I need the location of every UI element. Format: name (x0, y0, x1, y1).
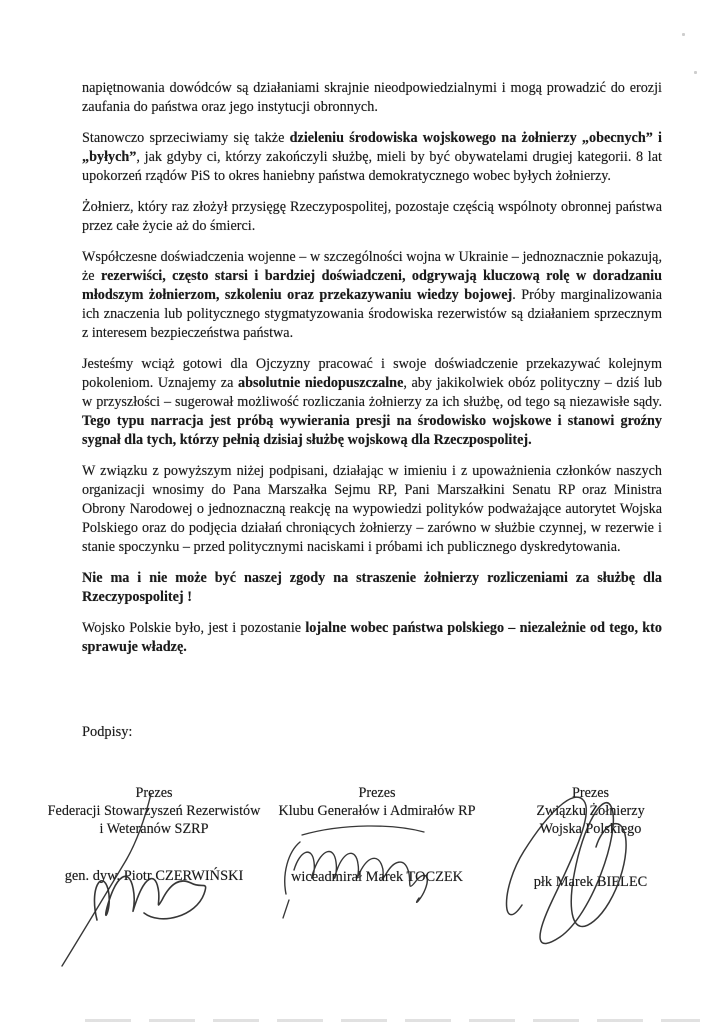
signatory-name: płk Marek BIELEC (533, 874, 648, 890)
paragraph: W związku z powyższym niżej podpisani, działając w imieniu i z upoważnienia członków naszych organizacji wnosimy do Pana Marszałka Sejmu RP, Pani Marszałkini Senatu RP oraz Ministra Obrony Narodowej o jednoznaczną reakcję na wypowiedzi polityków podważające autorytet Wojska Polskiego oraz do podjęcia działań chroniących żołnierzy – zarówno w służbie czynnej, w rezerwie i stanie spoczynku – przed politycznymi naciskami i próbami ich publicznego dyskredytowania. (82, 463, 662, 555)
letter-body (82, 79, 662, 669)
scan-speck (694, 71, 697, 74)
signatory-title-line: i Weteranów SZRP (99, 821, 209, 837)
scan-edge-artifact (85, 1019, 700, 1022)
signatory-block-federacja (38, 784, 270, 885)
signatory-title-line: Prezes (135, 785, 173, 801)
paragraph: Stanowczo sprzeciwiamy się także dzieleniu środowiska wojskowego na żołnierzy „obecnych” i „byłych”, jak gdyby ci, którzy zakończyli służbę, mieli by być obywatelami drugiej kategorii. 8 lat upokorzeń rządów PiS to okres haniebny państwa demokratycznego wobec byłych żołnierzy. (82, 130, 662, 184)
signatory-block-zwiazek-zolnierzy (488, 784, 693, 891)
signatory-title-line: Prezes (571, 785, 610, 801)
scan-speck (682, 33, 685, 36)
paragraph: Jesteśmy wciąż gotowi dla Ojczyzny pracować i swoje doświadczenie przekazywać kolejnym pokoleniom. Uznajemy za absolutnie niedopuszczalne, aby jakikolwiek obóz polityczny – dziś lub w przyszłości – sugerował możliwość rozliczania żołnierzy za ich służbę, od tego są niezawisłe sądy. Tego typu narracja jest próbą wywierania presji na środowisko wojskowe i stanowi groźny sygnał dla tych, którzy pełnią dzisiaj służbę wojskową dla Rzeczpospolitej. (82, 356, 662, 448)
signatory-title-line: Związku Żołnierzy (536, 803, 645, 819)
paragraph: napiętnowania dowódców są działaniami skrajnie nieodpowiedzialnymi i mogą prowadzić do erozji zaufania do państwa oraz jego instytucji obronnych. (82, 80, 662, 115)
signatures-label: Podpisy: (82, 724, 133, 740)
signatory-title-line: Prezes (358, 785, 396, 801)
signatory-name: gen. dyw. Piotr CZERWIŃSKI (64, 868, 244, 884)
signatory-title-line: Klubu Generałów i Admirałów RP (278, 803, 476, 819)
paragraph: Współczesne doświadczenia wojenne – w szczególności wojna w Ukrainie – jednoznacznie pokazują, że rezerwiści, często starsi i bardziej doświadczeni, odgrywają kluczową rolę w doradzaniu młodszym żołnierzom, szkoleniu oraz przekazywaniu wiedzy bojowej. Próby marginalizowania ich znaczenia lub politycznego stygmatyzowania środowiska rezerwistów są działaniem sprzecznym z interesem bezpieczeństwa państwa. (82, 249, 662, 341)
paragraph: Żołnierz, który raz złożył przysięgę Rzeczypospolitej, pozostaje częścią wspólnoty obronnej państwa przez całe życie aż do śmierci. (82, 199, 662, 234)
signatory-title-line: Wojska Polskiego (539, 821, 642, 837)
signatory-name: wiceadmirał Marek TOCZEK (290, 869, 464, 885)
paragraph: Wojsko Polskie było, jest i pozostanie lojalne wobec państwa polskiego – niezależnie od tego, kto sprawuje władzę. (82, 620, 662, 655)
signatory-title-line: Federacji Stowarzyszeń Rezerwistów (47, 803, 261, 819)
paragraph: Nie ma i nie może być naszej zgody na straszenie żołnierzy rozliczeniami za służbę dla Rzeczypospolitej ! (82, 570, 662, 605)
signatory-block-klub-generalow (268, 784, 486, 886)
